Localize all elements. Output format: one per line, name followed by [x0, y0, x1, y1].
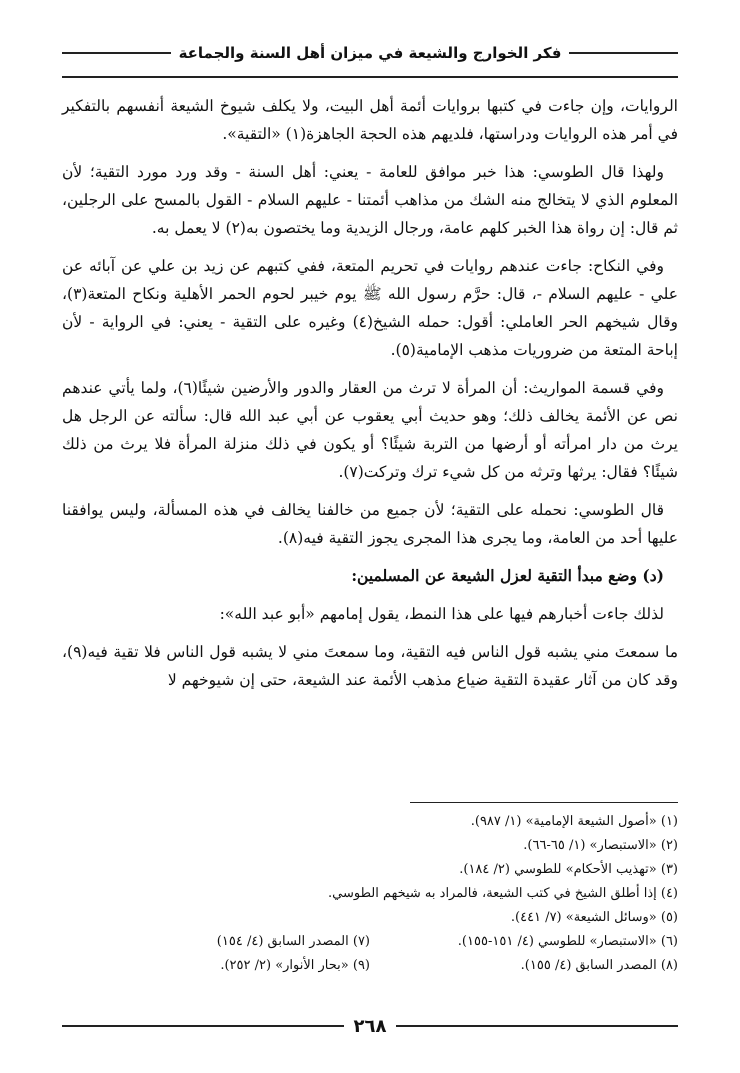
paragraph: قال الطوسي: نحمله على التقية؛ لأن جميع من خالفنا يخالف في هذه المسألة، وليس يوافقنا عليها أحد من العامة، وما يجرى هذا المجرى يجوز التقية فيه(٨).: [62, 501, 678, 547]
footnote: (٣) «تهذيب الأحكام» للطوسي (٢/ ١٨٤).: [459, 862, 678, 877]
footer-rule-left: [62, 1025, 344, 1027]
footnote-separator: [410, 802, 678, 803]
running-title: فكر الخوارج والشيعة في ميزان أهل السنة والجماعة: [178, 44, 562, 62]
footnote: (١) «أصول الشيعة الإمامية» (١/ ٩٨٧).: [470, 814, 678, 829]
paragraph: ما سمعتَ مني يشبه قول الناس فيه التقية، وما سمعتَ مني لا يشبه قول الناس فلا تقية فيه(٩)، وقد كان من آثار عقيدة التقية ضياع مذهب الأئمة عند الشيعة، حتى إن شيوخهم لا: [62, 643, 678, 689]
paragraph: ولهذا قال الطوسي: هذا خبر موافق للعامة - يعني: أهل السنة - وقد ورد مورد التقية؛ لأن المعلوم الذي لا يتخالج منه الشك من مذاهب أئمتنا - عليهم السلام - القول بالمسح على الرجلين، ثم قال: إن رواة هذا الخبر كلهم عامة، ورجال الزيدية وما يختصون به(٢) لا يعمل به.: [62, 163, 678, 237]
header-underline: [62, 76, 678, 78]
main-text: [62, 92, 678, 704]
footnote: (٨) المصدر السابق (٤/ ١٥٥).: [520, 958, 678, 973]
page-footer: [62, 1014, 678, 1038]
footer-rule-right: [396, 1025, 678, 1027]
page-number: ٢٦٨: [353, 1015, 387, 1037]
paragraph: الروايات، وإن جاءت في كتبها بروايات أئمة أهل البيت، ولا يكلف شيوخ الشيعة أنفسهم بالتفكير في أمر هذه الروايات ودراستها، فلديهم هذه الحجة الجاهزة(١) «التقية».: [62, 97, 678, 143]
footnote: (٩) «بحار الأنوار» (٢/ ٢٥٢).: [220, 958, 370, 973]
section-heading: (د) وضع مبدأ التقية لعزل الشيعة عن المسلمين:: [351, 566, 664, 585]
paragraph: وفي قسمة المواريث: أن المرأة لا ترث من العقار والدور والأرضين شيئًا(٦)، ولما يأتي عندهم نص عن الأئمة يخالف ذلك؛ وهو حديث أبي يعقوب عن أبي عبد الله قال: سألته عن الرجل هل يرث من دار امرأته أو أرضها من التربة شيئًا؟ أو يكون في ذلك منزلة المرأة فلا يرث من ذلك شيئًا؟ فقال: يرثها وترثه من كل شيء ترك وتركت(٧).: [62, 379, 678, 481]
footnote: (٦) «الاستبصار» للطوسي (٤/ ١٥١-١٥٥).: [457, 934, 678, 949]
footnotes: [62, 810, 678, 978]
header-rule-left: [62, 52, 171, 54]
running-header: [62, 42, 678, 64]
paragraph: لذلك جاءت أخبارهم فيها على هذا النمط، يقول إمامهم «أبو عبد الله»:: [219, 605, 664, 623]
footnote: (٥) «وسائل الشيعة» (٧/ ٤٤١).: [510, 910, 678, 925]
footnote: (٢) «الاستبصار» (١/ ٦٥-٦٦).: [523, 838, 678, 853]
header-rule-right: [569, 52, 678, 54]
paragraph: وفي النكاح: جاءت عندهم روايات في تحريم المتعة، ففي كتبهم عن زيد بن علي عن آبائه عن علي - عليهم السلام -، قال: حرَّم رسول الله ﷺ يوم خيبر لحوم الحمر الأهلية ونكاح المتعة(٣)، وقال شيخهم الحر العاملي: أقول: حمله الشيخ(٤) وغيره على التقية - يعني: في الرواية - لأن إباحة المتعة من ضروريات مذهب الإمامية(٥).: [62, 257, 678, 359]
footnote: (٤) إذا أطلق الشيخ في كتب الشيعة، فالمراد به شيخهم الطوسي.: [328, 886, 678, 901]
footnote: (٧) المصدر السابق (٤/ ١٥٤): [216, 934, 370, 949]
